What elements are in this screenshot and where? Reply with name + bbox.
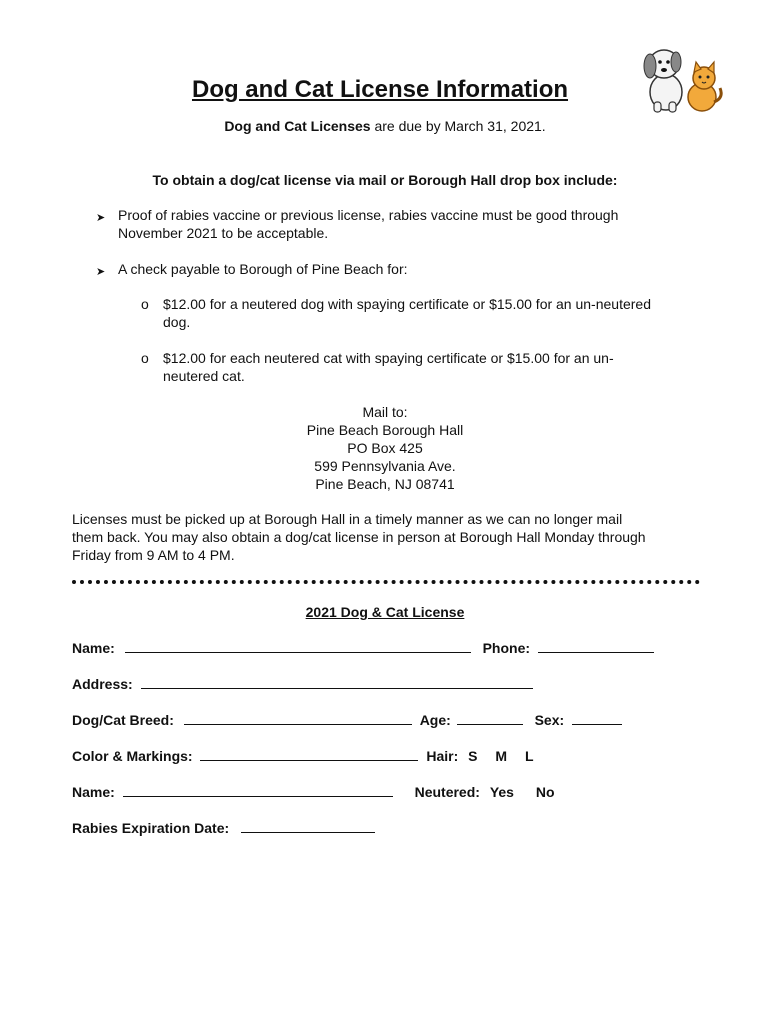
- bullet-line: A check payable to Borough of Pine Beach for:: [118, 261, 408, 277]
- form-title: 2021 Dog & Cat License: [305, 604, 465, 620]
- age-field[interactable]: [457, 712, 523, 725]
- hair-option-m[interactable]: M: [495, 748, 508, 764]
- sub-bullet-line: $12.00 for each neutered cat with spaying certificate or $15.00 for an un-: [163, 350, 614, 366]
- breed-label: Dog/Cat Breed:: [72, 712, 174, 728]
- phone-label: Phone:: [482, 640, 531, 656]
- paragraph-line: Licenses must be picked up at Borough Hall in a timely manner as we can no longer mail: [72, 511, 623, 527]
- sub-bullet-item: [163, 295, 723, 331]
- dog-and-cat-icon: [636, 40, 726, 115]
- sex-label: Sex:: [534, 712, 565, 728]
- sub-bullet-line: $12.00 for a neutered dog with spaying certificate or $15.00 for an un-neutered: [163, 296, 651, 312]
- mailing-address: [0, 403, 770, 493]
- rabies-date-field[interactable]: [241, 820, 375, 833]
- circle-bullet-icon: o: [141, 350, 149, 366]
- neutered-option-yes[interactable]: Yes: [489, 784, 514, 800]
- name-label: Name:: [72, 640, 115, 656]
- name-row: [72, 639, 654, 657]
- address-line: 599 Pennsylvania Ave.: [314, 458, 456, 474]
- due-date-bold: Dog and Cat Licenses: [224, 118, 371, 134]
- rabies-label: Rabies Expiration Date:: [72, 820, 230, 836]
- color-row: [72, 747, 534, 765]
- address-row: [72, 675, 533, 693]
- name2-field[interactable]: [123, 784, 393, 797]
- color-label: Color & Markings:: [72, 748, 193, 764]
- sub-bullet-line: neutered cat.: [163, 368, 245, 384]
- name-field[interactable]: [125, 640, 471, 653]
- bullet-line: Proof of rabies vaccine or previous license, rabies vaccine must be good through: [118, 207, 619, 223]
- bullet-line: November 2021 to be acceptable.: [118, 225, 329, 241]
- sex-field[interactable]: [572, 712, 622, 725]
- circle-bullet-icon: o: [141, 296, 149, 312]
- neutered-option-no[interactable]: No: [535, 784, 555, 800]
- address-line: Pine Beach, NJ 08741: [315, 476, 455, 492]
- address-label: Address:: [72, 676, 133, 692]
- breed-field[interactable]: [184, 712, 412, 725]
- paragraph-line: them back. You may also obtain a dog/cat license in person at Borough Hall Monday through: [72, 529, 646, 545]
- bullet-arrow-icon: ➤: [96, 212, 106, 224]
- breed-row: [72, 711, 622, 729]
- hair-option-l[interactable]: L: [524, 748, 534, 764]
- phone-field[interactable]: [538, 640, 654, 653]
- neutered-label: Neutered:: [414, 784, 480, 800]
- due-date-text: are due by March 31, 2021.: [370, 118, 546, 134]
- address-line: PO Box 425: [347, 440, 423, 456]
- dotted-divider: [72, 580, 700, 584]
- pickup-paragraph: [72, 510, 732, 564]
- address-field[interactable]: [141, 676, 533, 689]
- rabies-row: [72, 819, 375, 837]
- hair-option-s[interactable]: S: [468, 748, 478, 764]
- instructions-heading: To obtain a dog/cat license via mail or Borough Hall drop box include:: [152, 172, 618, 188]
- bullet-item: [118, 206, 718, 242]
- paragraph-line: Friday from 9 AM to 4 PM.: [72, 547, 235, 563]
- page-title: Dog and Cat License Information: [191, 76, 569, 103]
- sub-bullet-item: [163, 349, 723, 385]
- sub-bullet-line: dog.: [163, 314, 191, 330]
- hair-label: Hair:: [426, 748, 459, 764]
- mail-to-label: Mail to:: [362, 404, 408, 420]
- age-label: Age:: [419, 712, 451, 728]
- due-date-line: [0, 118, 770, 134]
- bullet-arrow-icon: ➤: [96, 266, 106, 278]
- bullet-item: [118, 260, 718, 278]
- address-line: Pine Beach Borough Hall: [306, 422, 464, 438]
- name2-label: Name:: [72, 784, 115, 800]
- name2-row: [72, 783, 555, 801]
- color-field[interactable]: [200, 748, 418, 761]
